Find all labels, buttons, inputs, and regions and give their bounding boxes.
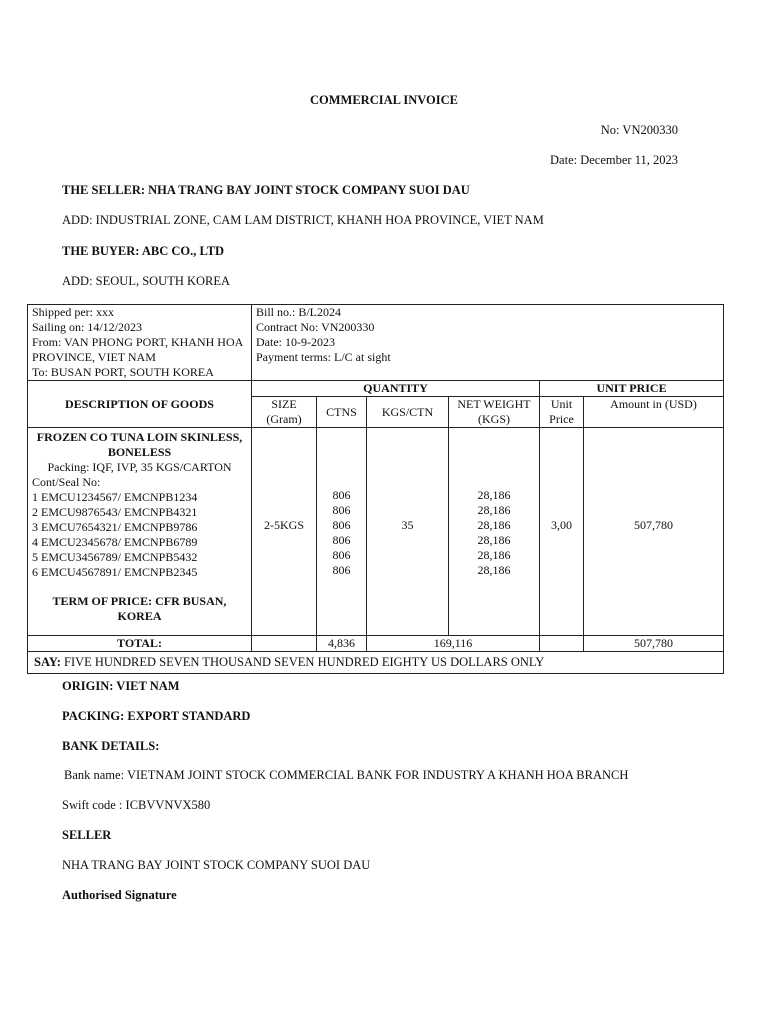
ctns-value: 806 bbox=[332, 518, 351, 532]
say-row bbox=[28, 652, 724, 674]
net-weight-value: 28,186 bbox=[477, 548, 511, 562]
container-line: 3 EMCU7654321/ EMCNPB9786 bbox=[32, 520, 198, 534]
kgs-per-ctn-cell: 35 bbox=[367, 428, 449, 636]
kgs-ctn-header: KGS/CTN bbox=[367, 397, 449, 428]
ctns-value: 806 bbox=[332, 488, 351, 502]
net-weight-cell bbox=[449, 428, 540, 636]
container-line: 4 EMCU2345678/ EMCNPB6789 bbox=[32, 535, 198, 549]
net-weight-value: 28,186 bbox=[477, 488, 511, 502]
buyer-line: THE BUYER: ABC CO., LTD bbox=[62, 244, 225, 258]
ctns-value: 806 bbox=[332, 563, 351, 577]
size-cell: 2-5KGS bbox=[252, 428, 317, 636]
document-title: COMMERCIAL INVOICE bbox=[309, 93, 459, 107]
swift-code: Swift code : ICBVVNVX580 bbox=[62, 798, 211, 812]
buyer-address: ADD: SEOUL, SOUTH KOREA bbox=[62, 274, 231, 288]
bank-details-heading: BANK DETAILS: bbox=[62, 739, 160, 753]
total-amount: 507,780 bbox=[584, 636, 724, 652]
say-text: FIVE HUNDRED SEVEN THOUSAND SEVEN HUNDRED EIGHTY US DOLLARS ONLY bbox=[60, 655, 545, 669]
total-row bbox=[28, 636, 724, 652]
port-to: To: BUSAN PORT, SOUTH KOREA bbox=[32, 365, 214, 379]
contract-number: Contract No: VN200330 bbox=[256, 320, 375, 334]
amount-header: Amount in (USD) bbox=[584, 397, 724, 428]
unit-price-header: UNIT PRICE bbox=[540, 381, 724, 397]
total-weight: 169,116 bbox=[367, 636, 540, 652]
payment-terms: Payment terms: L/C at sight bbox=[256, 350, 391, 364]
product-name: FROZEN CO TUNA LOIN SKINLESS, BONELESS bbox=[36, 430, 243, 459]
shipping-info bbox=[28, 305, 252, 381]
seller-signature-label: SELLER bbox=[62, 828, 112, 842]
bank-name: Bank name: VIETNAM JOINT STOCK COMMERCIAL BANK FOR INDUSTRY A KHANH HOA BRANCH bbox=[64, 768, 629, 782]
packing-standard: PACKING: EXPORT STANDARD bbox=[62, 709, 251, 723]
say-label: SAY: bbox=[34, 655, 61, 669]
container-line: 6 EMCU4567891/ EMCNPB2345 bbox=[32, 565, 198, 579]
bill-number: Bill no.: B/L2024 bbox=[256, 305, 342, 319]
amount-in-words bbox=[28, 652, 724, 674]
total-label: TOTAL: bbox=[28, 636, 252, 652]
seller-address: ADD: INDUSTRIAL ZONE, CAM LAM DISTRICT, KHANH HOA PROVINCE, VIET NAM bbox=[62, 213, 544, 227]
invoice-date: Date: December 11, 2023 bbox=[550, 153, 678, 167]
goods-description bbox=[28, 428, 252, 636]
shipping-row bbox=[28, 305, 724, 381]
net-weight-value: 28,186 bbox=[477, 518, 511, 532]
net-weight-value: 28,186 bbox=[477, 563, 511, 577]
shipped-per: Shipped per: xxx bbox=[32, 305, 114, 319]
ctns-header: CTNS bbox=[317, 397, 367, 428]
goods-row bbox=[28, 428, 724, 636]
authorised-signature: Authorised Signature bbox=[62, 888, 177, 902]
net-weight-value: 28,186 bbox=[477, 533, 511, 547]
contract-info bbox=[252, 305, 724, 381]
header-row-1 bbox=[28, 381, 724, 397]
unit-price-cell: 3,00 bbox=[540, 428, 584, 636]
unit-price-subheader: Unit Price bbox=[540, 397, 584, 428]
total-unit-empty bbox=[540, 636, 584, 652]
contract-date: Date: 10-9-2023 bbox=[256, 335, 335, 349]
net-weight-header: NET WEIGHT (KGS) bbox=[449, 397, 540, 428]
container-line: 5 EMCU3456789/ EMCNPB5432 bbox=[32, 550, 198, 564]
amount-cell: 507,780 bbox=[584, 428, 724, 636]
quantity-header: QUANTITY bbox=[252, 381, 540, 397]
ctns-value: 806 bbox=[332, 503, 351, 517]
container-line: 2 EMCU9876543/ EMCNPB4321 bbox=[32, 505, 198, 519]
size-header: SIZE (Gram) bbox=[252, 397, 317, 428]
total-size-empty bbox=[252, 636, 317, 652]
sailing-on: Sailing on: 14/12/2023 bbox=[32, 320, 143, 334]
net-weight-value: 28,186 bbox=[477, 503, 511, 517]
seller-line: THE SELLER: NHA TRANG BAY JOINT STOCK COMPANY SUOI DAU bbox=[62, 183, 470, 197]
seller-company-name: NHA TRANG BAY JOINT STOCK COMPANY SUOI DAU bbox=[62, 858, 371, 872]
total-ctns: 4,836 bbox=[317, 636, 367, 652]
packing-spec: Packing: IQF, IVP, 35 KGS/CARTON bbox=[47, 460, 232, 474]
term-of-price: TERM OF PRICE: CFR BUSAN, KOREA bbox=[52, 594, 227, 623]
invoice-table bbox=[27, 304, 724, 674]
container-line: 1 EMCU1234567/ EMCNPB1234 bbox=[32, 490, 198, 504]
description-header: DESCRIPTION OF GOODS bbox=[28, 381, 252, 428]
ctns-cell bbox=[317, 428, 367, 636]
invoice-number: No: VN200330 bbox=[600, 123, 678, 137]
port-from: From: VAN PHONG PORT, KHANH HOA PROVINCE, VIET NAM bbox=[32, 335, 243, 364]
ctns-value: 806 bbox=[332, 548, 351, 562]
ctns-value: 806 bbox=[332, 533, 351, 547]
origin: ORIGIN: VIET NAM bbox=[62, 679, 180, 693]
cont-seal-label: Cont/Seal No: bbox=[32, 475, 101, 489]
